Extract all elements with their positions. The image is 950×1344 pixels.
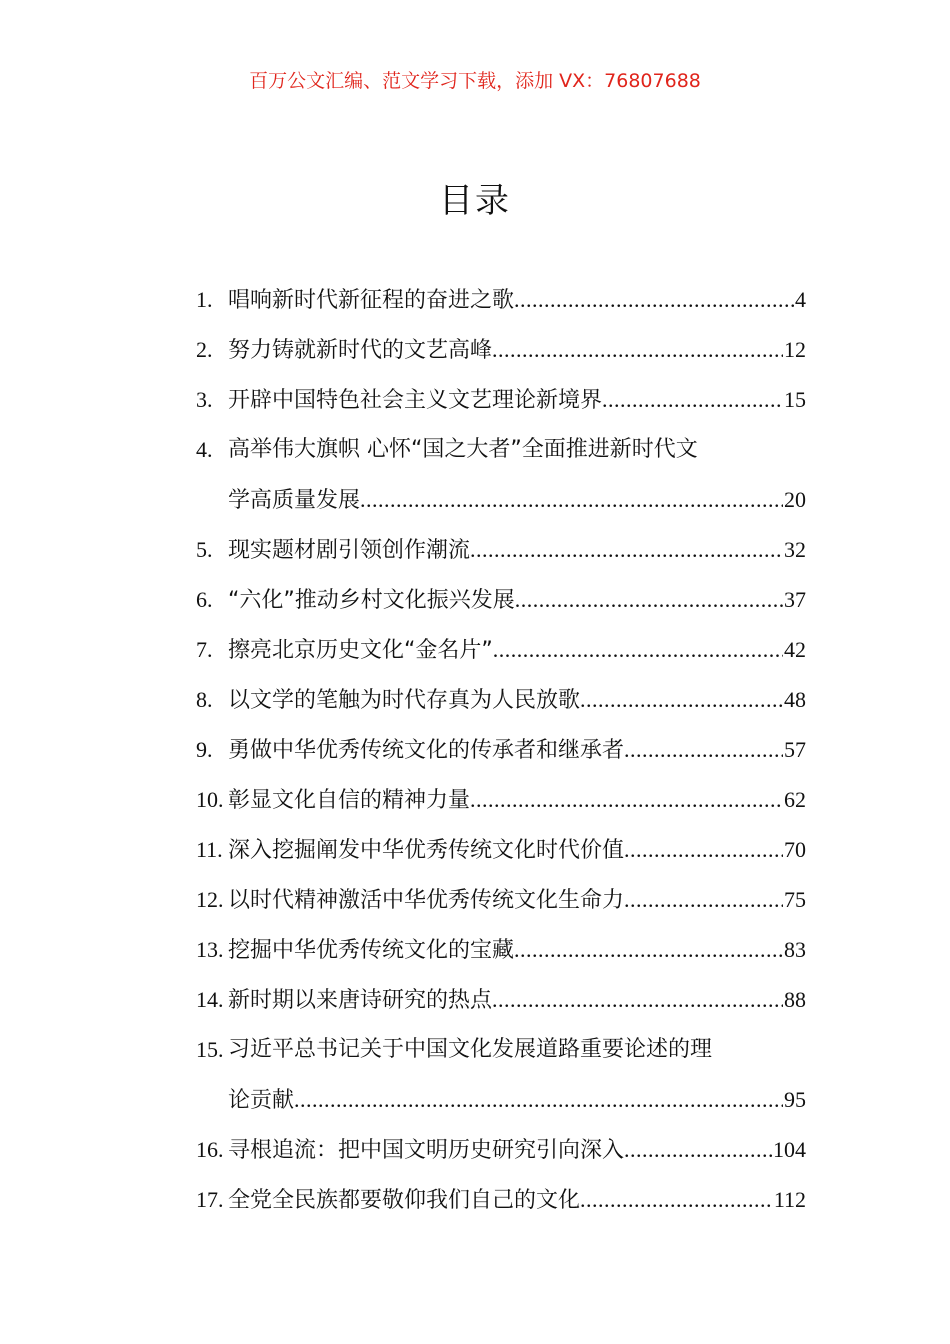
toc-page-number: 57 <box>784 737 806 762</box>
toc-entry-number: 5. <box>196 537 213 562</box>
toc-entry-title: 挖掘中华优秀传统文化的宝藏 <box>228 938 515 963</box>
toc-entry[interactable] <box>196 825 806 875</box>
toc-entry-title-line: 高举伟大旗帜 心怀“国之大者”全面推进新时代文 <box>228 437 698 462</box>
watermark-header: 百万公文汇编、范文学习下载，添加 VX：76807688 <box>249 70 701 92</box>
toc-page-number: 62 <box>784 787 806 812</box>
toc-dot-leader <box>580 675 783 725</box>
toc-page-number: 95 <box>784 1087 806 1112</box>
page-title: 目录 <box>439 181 511 221</box>
toc-page-number: 37 <box>784 587 806 612</box>
toc-entry-number: 9. <box>196 737 213 762</box>
toc-entry[interactable] <box>196 325 806 375</box>
toc-entry-title-line: 习近平总书记关于中国文化发展道路重要论述的理 <box>228 1037 713 1062</box>
toc-entry[interactable] <box>196 575 806 625</box>
toc-page-number: 104 <box>773 1137 806 1162</box>
table-of-contents <box>196 275 806 1225</box>
toc-entry-title: “六化”推动乡村文化振兴发展 <box>228 588 515 613</box>
toc-page-number: 12 <box>784 337 806 362</box>
toc-entry[interactable] <box>196 1125 806 1175</box>
toc-entry-number: 11. <box>196 837 223 862</box>
toc-entry-number: 16. <box>196 1137 224 1162</box>
toc-entry[interactable] <box>196 775 806 825</box>
toc-page-number: 88 <box>784 987 806 1012</box>
toc-page-number: 32 <box>784 537 806 562</box>
toc-entry-number: 17. <box>196 1187 224 1212</box>
toc-entry-title: 深入挖掘阐发中华优秀传统文化时代价值 <box>228 838 625 863</box>
toc-entry[interactable] <box>196 1025 806 1125</box>
toc-dot-leader <box>602 375 783 425</box>
toc-page-number: 112 <box>773 1187 806 1212</box>
toc-page-number: 75 <box>784 887 806 912</box>
toc-entry-number: 15. <box>196 1037 224 1062</box>
toc-entry-number: 2. <box>196 337 213 362</box>
toc-page-number: 15 <box>784 387 806 412</box>
toc-entry-title: 现实题材剧引领创作潮流 <box>228 538 471 563</box>
toc-entry-number: 13. <box>196 937 224 962</box>
toc-dot-leader <box>294 1075 783 1125</box>
toc-dot-leader <box>492 975 783 1025</box>
toc-dot-leader <box>514 925 783 975</box>
toc-entry[interactable] <box>196 625 806 675</box>
toc-entry[interactable] <box>196 875 806 925</box>
toc-entry-title: 以时代精神激活中华优秀传统文化生命力 <box>228 888 625 913</box>
toc-dot-leader <box>624 875 783 925</box>
toc-entry[interactable] <box>196 375 806 425</box>
toc-entry[interactable] <box>196 675 806 725</box>
toc-dot-leader <box>360 475 783 525</box>
toc-page-number: 20 <box>784 487 806 512</box>
toc-entry[interactable] <box>196 275 806 325</box>
toc-entry[interactable] <box>196 975 806 1025</box>
toc-dot-leader <box>514 275 794 325</box>
toc-entry-title: 擦亮北京历史文化“金名片” <box>228 638 493 663</box>
toc-page-number: 42 <box>784 637 806 662</box>
toc-entry[interactable] <box>196 425 806 525</box>
toc-entry-title: 彰显文化自信的精神力量 <box>228 788 471 813</box>
toc-entry-title: 以文学的笔触为时代存真为人民放歌 <box>228 688 581 713</box>
toc-entry-number: 7. <box>196 637 213 662</box>
toc-entry[interactable] <box>196 725 806 775</box>
toc-entry-title: 全党全民族都要敬仰我们自己的文化 <box>228 1188 581 1213</box>
toc-entry[interactable] <box>196 525 806 575</box>
toc-dot-leader <box>624 725 783 775</box>
toc-entry-title: 寻根追流：把中国文明历史研究引向深入 <box>228 1138 625 1163</box>
toc-entry-title: 学高质量发展 <box>228 488 361 513</box>
toc-entry-title: 论贡献 <box>228 1088 295 1113</box>
toc-entry-number: 3. <box>196 387 213 412</box>
toc-entry-title: 勇做中华优秀传统文化的传承者和继承者 <box>228 738 625 763</box>
toc-entry-number: 6. <box>196 587 213 612</box>
toc-dot-leader <box>470 775 783 825</box>
toc-dot-leader <box>624 1125 772 1175</box>
toc-dot-leader <box>493 625 783 675</box>
toc-page-number: 4 <box>795 287 806 312</box>
toc-entry-title: 努力铸就新时代的文艺高峰 <box>228 338 493 363</box>
toc-dot-leader <box>515 575 783 625</box>
toc-dot-leader <box>470 525 783 575</box>
toc-page-number: 70 <box>784 837 806 862</box>
toc-dot-leader <box>624 825 783 875</box>
toc-entry-number: 14. <box>196 987 224 1012</box>
toc-entry[interactable] <box>196 925 806 975</box>
toc-dot-leader <box>580 1175 773 1225</box>
toc-entry-number: 4. <box>196 437 213 462</box>
toc-entry-number: 8. <box>196 687 213 712</box>
toc-entry-title: 新时期以来唐诗研究的热点 <box>228 988 493 1013</box>
toc-entry-title: 唱响新时代新征程的奋进之歌 <box>228 288 515 313</box>
toc-dot-leader <box>492 325 783 375</box>
toc-page-number: 83 <box>784 937 806 962</box>
toc-entry[interactable] <box>196 1175 806 1225</box>
toc-entry-number: 10. <box>196 787 224 812</box>
toc-entry-title: 开辟中国特色社会主义文艺理论新境界 <box>228 388 603 413</box>
toc-entry-number: 1. <box>196 287 213 312</box>
toc-entry-number: 12. <box>196 887 224 912</box>
toc-page-number: 48 <box>784 687 806 712</box>
